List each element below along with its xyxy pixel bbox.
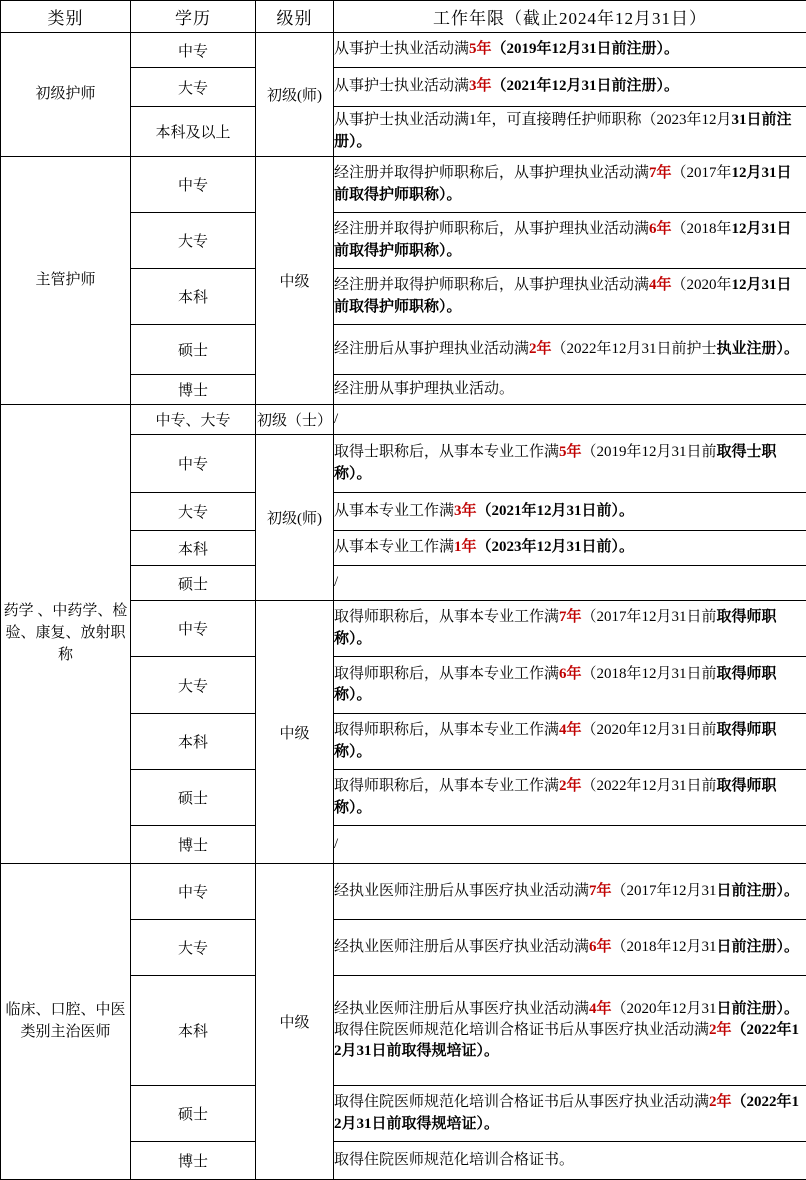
requirement-segment: 6年: [559, 666, 582, 682]
requirement-segment: （2017年: [672, 165, 732, 181]
cell-category: 主管护师: [1, 157, 131, 405]
cell-requirement: [334, 657, 806, 714]
table-row: [1, 33, 806, 68]
requirement-segment: （2022年12月31日前: [582, 778, 717, 794]
cell-requirement: [334, 770, 806, 826]
cell-education: 硕士: [131, 1086, 256, 1142]
requirement-segment: /: [334, 411, 338, 427]
cell-requirement: [334, 493, 806, 531]
requirement-segment: （2017年12月31: [612, 883, 717, 899]
cell-category: 临床、口腔、中医类别主治医师: [1, 864, 131, 1180]
requirement-segment: 取得住院医师规范化培训合格证书后从事医疗执业活动满: [334, 1094, 709, 1110]
cell-education: 本科: [131, 269, 256, 325]
requirement-segment: （2022年12月31日前取得规培证）。: [334, 1094, 799, 1131]
requirement-segment: 1年: [454, 539, 477, 555]
cell-requirement: [334, 1086, 806, 1142]
requirement-segment: （2019年12月31日前注册）。: [492, 41, 680, 57]
requirement-segment: 从事本专业工作满: [334, 539, 454, 555]
requirement-segment: （2019年12月31日前: [582, 444, 717, 460]
requirement-segment: 执业注册）。: [717, 341, 800, 357]
requirement-segment: 经注册从事护理执业活动。: [334, 381, 514, 397]
cell-requirement: [334, 325, 806, 375]
cell-level: 中级: [256, 864, 334, 1180]
requirement-segment: （2022年12月31日前护士: [552, 341, 717, 357]
requirement-segment: 6年: [589, 939, 612, 955]
cell-category: 初级护师: [1, 33, 131, 157]
header-row: [1, 1, 806, 33]
cell-level: 中级: [256, 157, 334, 405]
requirement-segment: 取得住院医师规范化培训合格证书。: [334, 1152, 574, 1168]
cell-education: 大专: [131, 920, 256, 976]
requirement-segment: 日前注册）。: [717, 1001, 800, 1017]
header-category: 类别: [1, 1, 131, 33]
requirement-segment: 4年: [559, 722, 582, 738]
cell-category: 药学 、中药学、检验、康复、放射职称: [1, 405, 131, 864]
cell-education: 中专、大专: [131, 405, 256, 435]
cell-requirement: [334, 531, 806, 566]
requirement-segment: 7年: [559, 609, 582, 625]
requirement-segment: 6年: [649, 221, 672, 237]
requirement-segment: 7年: [649, 165, 672, 181]
requirement-segment: 经执业医师注册后从事医疗执业活动满: [334, 1001, 589, 1017]
requirement-segment: （2023年12月31日前）。: [477, 539, 635, 555]
requirement-segment: 取得师职称后，从事本专业工作满: [334, 666, 559, 682]
requirement-segment: 经执业医师注册后从事医疗执业活动满: [334, 939, 589, 955]
requirement-segment: /: [334, 836, 338, 852]
table-row: [1, 157, 806, 213]
table-header: [1, 1, 806, 33]
requirement-segment: /: [334, 574, 338, 590]
requirement-segment: 取得师职称后，从事本专业工作满: [334, 778, 559, 794]
requirement-segment: （2020年12月31日前: [582, 722, 717, 738]
cell-level: 初级(师): [256, 33, 334, 157]
cell-requirement: [334, 864, 806, 920]
requirement-segment: 日前注册）。: [717, 939, 800, 955]
requirement-segment: 取得师职称）。: [334, 609, 777, 646]
cell-education: 中专: [131, 33, 256, 68]
requirement-segment: 从事护士执业活动满1年，可直接聘任护师职称（2023年12月: [334, 112, 732, 128]
requirement-segment: （2017年12月31日前: [582, 609, 717, 625]
requirement-segment: （2021年12月31日前注册）。: [492, 78, 680, 94]
requirement-segment: 取得师职称）。: [334, 666, 777, 703]
requirement-segment: 3年: [454, 503, 477, 519]
table-row: [1, 405, 806, 435]
requirement-segment: （2020年: [672, 277, 732, 293]
cell-education: 中专: [131, 435, 256, 493]
requirement-segment: 从事本专业工作满: [334, 503, 454, 519]
requirement-segment: 31日前注册）。: [334, 112, 792, 149]
cell-education: 博士: [131, 375, 256, 405]
cell-requirement: [334, 1142, 806, 1180]
cell-requirement: [334, 269, 806, 325]
requirement-paragraph: [334, 1020, 806, 1063]
cell-education: 本科: [131, 976, 256, 1086]
cell-education: 本科及以上: [131, 107, 256, 157]
header-level: 级别: [256, 1, 334, 33]
requirement-segment: 经执业医师注册后从事医疗执业活动满: [334, 883, 589, 899]
cell-education: 本科: [131, 531, 256, 566]
requirement-paragraph: [334, 999, 806, 1020]
requirement-segment: 经注册并取得护师职称后，从事护理执业活动满: [334, 165, 649, 181]
requirement-segment: 7年: [589, 883, 612, 899]
cell-education: 中专: [131, 864, 256, 920]
cell-education: 大专: [131, 213, 256, 269]
requirement-segment: 12月31日前取得护师职称）。: [334, 221, 792, 258]
requirement-segment: 12月31日前取得护师职称）。: [334, 277, 792, 314]
cell-level: 初级（士）: [256, 405, 334, 435]
cell-requirement: [334, 714, 806, 770]
cell-education: 硕士: [131, 770, 256, 826]
cell-requirement: [334, 566, 806, 601]
cell-requirement: [334, 601, 806, 657]
header-requirement: 工作年限（截止2024年12月31日）: [334, 1, 806, 33]
requirement-segment: 取得师职称后，从事本专业工作满: [334, 609, 559, 625]
requirement-segment: 取得士职称）。: [334, 444, 777, 481]
cell-education: 本科: [131, 714, 256, 770]
cell-requirement: [334, 157, 806, 213]
cell-requirement: [334, 405, 806, 435]
requirement-segment: （2018年12月31: [612, 939, 717, 955]
requirement-segment: 取得师职称）。: [334, 722, 777, 759]
cell-education: 博士: [131, 826, 256, 864]
cell-education: 中专: [131, 157, 256, 213]
cell-education: 大专: [131, 657, 256, 714]
requirement-segment: 5年: [559, 444, 582, 460]
cell-requirement: [334, 213, 806, 269]
requirement-segment: 2年: [559, 778, 582, 794]
requirement-segment: 4年: [589, 1001, 612, 1017]
cell-education: 硕士: [131, 566, 256, 601]
requirement-segment: （2021年12月31日前）。: [477, 503, 635, 519]
cell-requirement: [334, 920, 806, 976]
cell-requirement: [334, 826, 806, 864]
cell-level: 中级: [256, 601, 334, 864]
cell-requirement: [334, 33, 806, 68]
requirement-segment: 经注册并取得护师职称后，从事护理执业活动满: [334, 221, 649, 237]
cell-requirement: [334, 435, 806, 493]
cell-requirement: [334, 375, 806, 405]
cell-requirement: [334, 68, 806, 107]
requirement-segment: （2022年12月31日前取得规培证）。: [334, 1022, 799, 1059]
cell-education: 博士: [131, 1142, 256, 1180]
requirement-segment: 5年: [469, 41, 492, 57]
requirement-segment: 取得士职称后，从事本专业工作满: [334, 444, 559, 460]
requirement-segment: 取得住院医师规范化培训合格证书后从事医疗执业活动满: [334, 1022, 709, 1038]
table-body: [1, 33, 806, 1180]
requirement-segment: （2020年12月31: [612, 1001, 717, 1017]
requirement-segment: 取得师职称后，从事本专业工作满: [334, 722, 559, 738]
requirement-segment: 经注册并取得护师职称后，从事护理执业活动满: [334, 277, 649, 293]
cell-education: 大专: [131, 493, 256, 531]
cell-level: 初级(师): [256, 435, 334, 601]
requirement-segment: 取得师职称）。: [334, 778, 777, 815]
cell-education: 大专: [131, 68, 256, 107]
requirement-segment: 2年: [709, 1022, 732, 1038]
requirement-segment: 日前注册）。: [717, 883, 800, 899]
requirement-segment: 2年: [529, 341, 552, 357]
cell-education: 硕士: [131, 325, 256, 375]
requirement-segment: 4年: [649, 277, 672, 293]
requirement-segment: 2年: [709, 1094, 732, 1110]
table-row: [1, 864, 806, 920]
cell-education: 中专: [131, 601, 256, 657]
header-education: 学历: [131, 1, 256, 33]
requirement-segment: 从事护士执业活动满: [334, 78, 469, 94]
requirement-segment: 12月31日前取得护师职称）。: [334, 165, 792, 202]
requirement-segment: 3年: [469, 78, 492, 94]
cell-requirement: [334, 976, 806, 1086]
cell-requirement: [334, 107, 806, 157]
requirement-segment: （2018年: [672, 221, 732, 237]
requirement-segment: 经注册后从事护理执业活动满: [334, 341, 529, 357]
requirement-segment: 从事护士执业活动满: [334, 41, 469, 57]
requirement-segment: （2018年12月31日前: [582, 666, 717, 682]
